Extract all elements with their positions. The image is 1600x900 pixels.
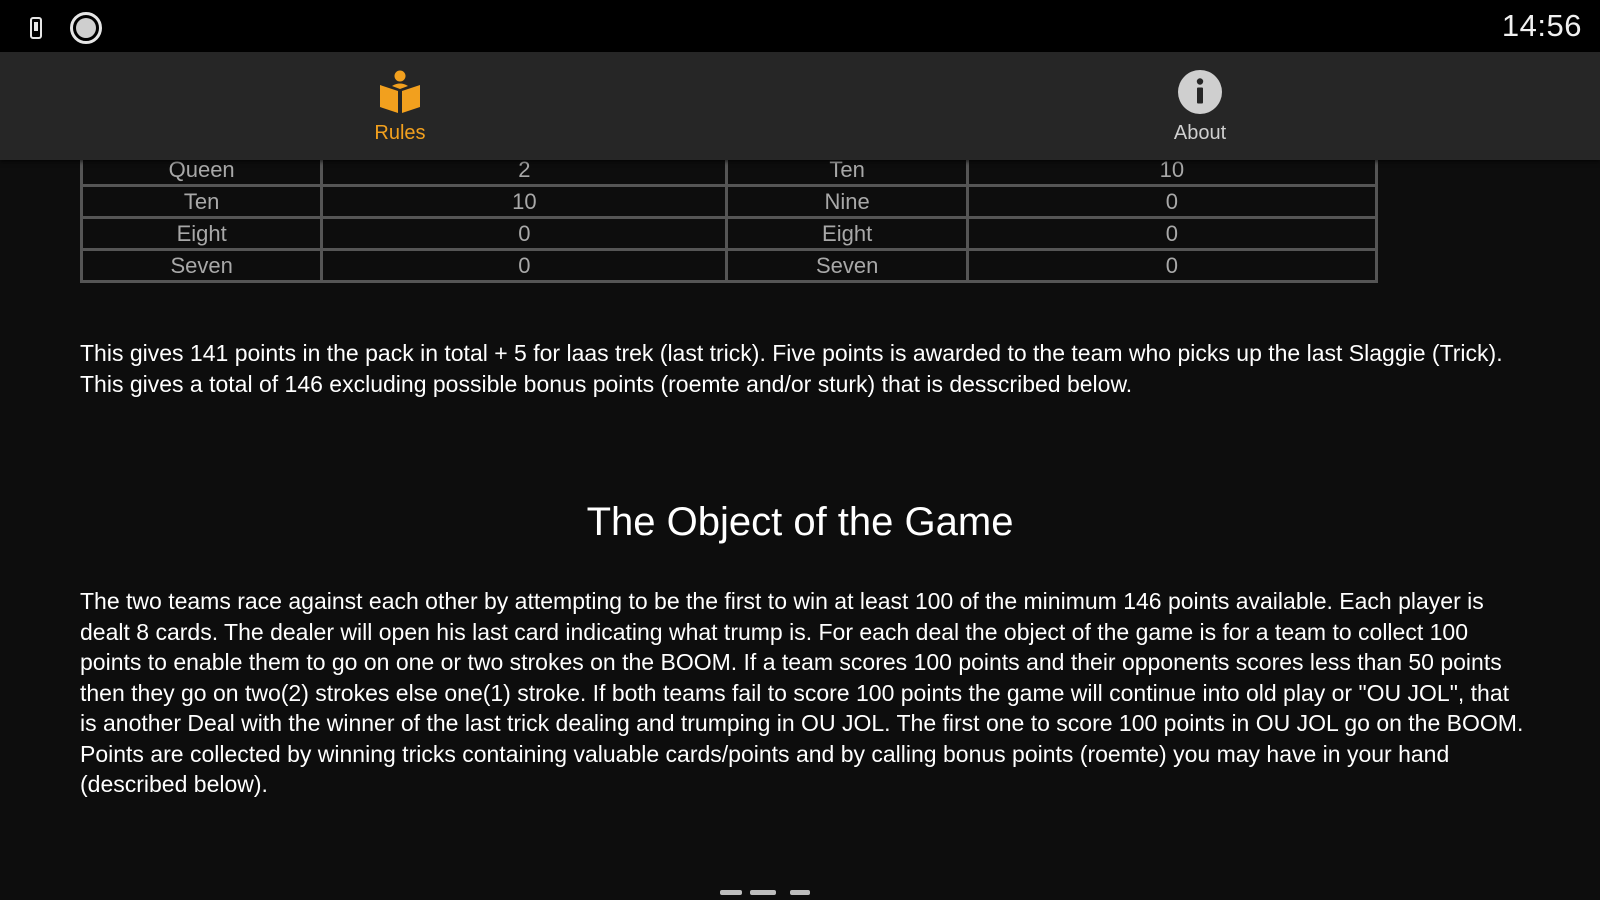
table-cell: 0: [967, 218, 1376, 250]
table-cell: 2: [322, 160, 727, 186]
tab-about-label: About: [1173, 122, 1227, 144]
table-cell: 10: [322, 186, 727, 218]
status-bar: [0, 0, 1600, 52]
table-row: [82, 218, 1377, 250]
next-heading-partial: [700, 878, 840, 900]
table-cell: 10: [967, 160, 1376, 186]
status-icons: [28, 12, 102, 44]
table-row: [82, 186, 1377, 218]
table-cell: Nine: [727, 186, 967, 218]
table-cell: Eight: [727, 218, 967, 250]
table-cell: 0: [322, 250, 727, 282]
phone-icon: [28, 16, 44, 40]
rules-content[interactable]: [0, 160, 1600, 900]
object-of-game-paragraph: The two teams race against each other by attempting to be the first to win at least 100 of the minimum 146 points available. Each player is dealt 8 cards. The dealer will open his last card indicating what trump is. For each deal the object of the game is for a team to collect 100 points to enable them to go on one or two strokes on the BOOM. If a team scores 100 points and their opponents scores less than 50 points then they go on two(2) strokes else one(1) stroke. If both teams fail to score 100 points the game will continue into old play or "OU JOL", that is another Deal with the winner of the last trick dealing and trumping in OU JOL. The first one to score 100 points in OU JOL go on the BOOM. Points are collected by winning tricks containing valuable cards/points and by calling bonus points (roemte) you may have in your hand (described below).: [80, 588, 1524, 797]
table-row: [82, 160, 1377, 186]
table-cell: Queen: [82, 160, 322, 186]
table-row: [82, 250, 1377, 282]
info-icon: [1177, 68, 1223, 116]
table-cell: 0: [322, 218, 727, 250]
table-cell: 0: [967, 250, 1376, 282]
object-of-game-heading: The Object of the Game: [586, 500, 1014, 544]
book-reader-icon: [378, 68, 422, 116]
table-cell: Seven: [727, 250, 967, 282]
points-total-paragraph: This gives 141 points in the pack in total + 5 for laas trek (last trick). Five points is awarded to the team who picks up the last Slaggie (Trick). This gives a total of 146 excluding possible bonus points (roemte and/or sturk) that is desscribed below.: [80, 340, 1503, 397]
record-icon: [70, 12, 102, 44]
table-cell: Ten: [727, 160, 967, 186]
table-cell: Seven: [82, 250, 322, 282]
tab-bar: [0, 52, 1600, 160]
status-clock: 14:56: [1501, 8, 1582, 43]
tab-about[interactable]: [1100, 52, 1300, 160]
table-cell: 0: [967, 186, 1376, 218]
card-points-table: [80, 160, 1378, 283]
tab-rules-label: Rules: [374, 122, 426, 144]
table-cell: Ten: [82, 186, 322, 218]
tab-rules[interactable]: [300, 52, 500, 160]
table-cell: Eight: [82, 218, 322, 250]
